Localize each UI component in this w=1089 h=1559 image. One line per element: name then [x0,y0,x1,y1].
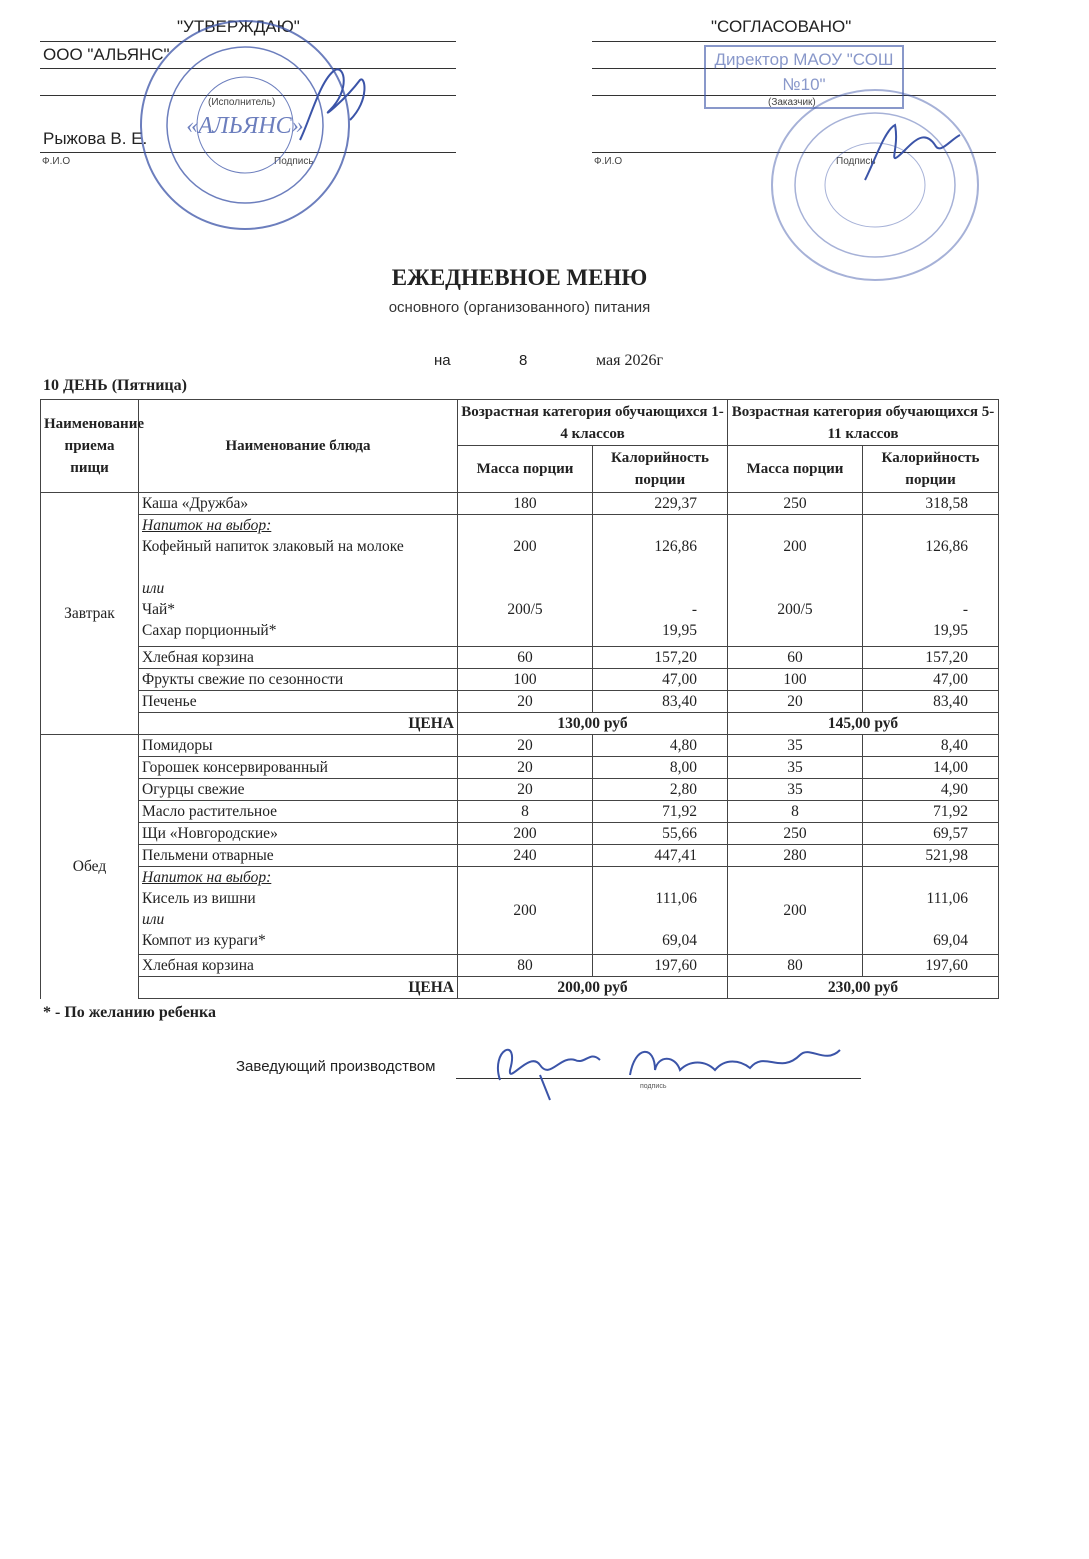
date-prefix: на [434,352,451,369]
agree-line-1 [592,41,996,42]
dish-name: Масло растительное [139,801,458,823]
mass-2: 80 [728,955,863,977]
drink-cal-2: 111,06 69,04 [863,867,999,955]
cal-2: 4,90 [863,779,999,801]
approve-role: (Исполнитель) [208,97,276,108]
mass-1: 200 [458,823,593,845]
dish-name: Щи «Новгородские» [139,823,458,845]
drink-option: Компот из кураги* [142,932,266,949]
cal-2: 14,00 [863,757,999,779]
agree-title: "СОГЛАСОВАНО" [711,17,852,36]
mass-1: 20 [458,757,593,779]
drink-choice-label: Напиток на выбор: [142,869,272,886]
cal-1: 71,92 [593,801,728,823]
lunch-drink-cell [139,867,458,955]
drink-option: Чай* [142,601,175,618]
breakfast-price-2: 145,00 руб [728,713,999,735]
production-head-signature [480,1030,850,1105]
dish-name: Горошек консервированный [139,757,458,779]
cal-2: 83,40 [863,691,999,713]
dish-name: Хлебная корзина [139,955,458,977]
approve-title: "УТВЕРЖДАЮ" [177,17,300,36]
cal-1: 2,80 [593,779,728,801]
mass-1: 100 [458,669,593,691]
agree-sign-label: Подпись [836,156,876,167]
cal-2: 318,58 [863,493,999,515]
drink-cal-1: 126,86 - 19,95 [593,515,728,647]
group2-header: Возрастная категория обучающихся 5-11 классов [728,400,999,446]
cal-2: 71,92 [863,801,999,823]
signer-caption: подпись [640,1083,667,1090]
cal-1: 55,66 [593,823,728,845]
drink-mass-1: 200 [458,867,593,955]
price-label: ЦЕНА [139,713,458,735]
approve-sign-label: Подпись [274,156,314,167]
date-month-year: мая 2026г [596,352,664,369]
meal-lunch: Обед [41,735,139,999]
mass-2: 250 [728,823,863,845]
mass-2: 20 [728,691,863,713]
cal-2: 69,57 [863,823,999,845]
mass-1: 80 [458,955,593,977]
mass-1: 240 [458,845,593,867]
signer-label: Заведующий производством [236,1058,436,1075]
cal-1: 47,00 [593,669,728,691]
drink-cal-2: 126,86 - 19,95 [863,515,999,647]
meal-breakfast: Завтрак [41,493,139,735]
mass-2: 35 [728,757,863,779]
cal-1: 157,20 [593,647,728,669]
group1-header: Возрастная категория обучающихся 1-4 классов [458,400,728,446]
approve-fio-label: Ф.И.О [42,156,71,167]
cal-1: 447,41 [593,845,728,867]
page-subtitle: основного (организованного) питания [388,299,651,316]
mass-2: 60 [728,647,863,669]
day-label: 10 ДЕНЬ (Пятница) [43,377,187,394]
cal-1: 83,40 [593,691,728,713]
col-meal-header: Наименование приема пищи [41,400,139,493]
mass-2: 8 [728,801,863,823]
drink-mass-1: 200 200/5 [458,515,593,647]
dish-name: Печенье [139,691,458,713]
mass-2: 250 [728,493,863,515]
mass-1: 20 [458,779,593,801]
drink-option: Кофейный напиток злаковый на молоке [142,538,404,555]
date-day: 8 [519,352,528,369]
approve-name: Рыжова В. Е. [43,129,148,148]
drink-or: или [142,911,165,928]
cal-1: 229,37 [593,493,728,515]
dish-name: Каша «Дружба» [139,493,458,515]
mass-1: 180 [458,493,593,515]
cal-2: 8,40 [863,735,999,757]
mass-1: 20 [458,735,593,757]
dish-name: Пельмени отварные [139,845,458,867]
lunch-price-1: 200,00 руб [458,977,728,999]
cal-1: 197,60 [593,955,728,977]
cal-2: 197,60 [863,955,999,977]
drink-mass-2: 200 200/5 [728,515,863,647]
approve-org: ООО "АЛЬЯНС" [43,45,170,64]
dish-name: Огурцы свежие [139,779,458,801]
executor-signature [290,60,380,150]
price-label: ЦЕНА [139,977,458,999]
lunch-price-2: 230,00 руб [728,977,999,999]
mass-1: 8 [458,801,593,823]
dish-name: Фрукты свежие по сезонности [139,669,458,691]
agree-role: (Заказчик) [768,97,816,108]
mass-2: 35 [728,735,863,757]
breakfast-price-1: 130,00 руб [458,713,728,735]
drink-or: или [142,580,165,597]
drink-choice-label: Напиток на выбор: [142,517,272,534]
drink-option: Кисель из вишни [142,890,256,907]
cal-1: 4,80 [593,735,728,757]
drink-option: Сахар порционный* [142,622,277,639]
mass-2: 100 [728,669,863,691]
drink-mass-2: 200 [728,867,863,955]
customer-signature [855,110,965,190]
dish-name: Помидоры [139,735,458,757]
cal-header-1: Калорийность порции [593,446,728,493]
menu-table [40,399,999,999]
cal-2: 47,00 [863,669,999,691]
footnote: * - По желанию ребенка [43,1004,216,1021]
director-stamp: Директор МАОУ "СОШ №10" [704,45,904,109]
dish-name: Хлебная корзина [139,647,458,669]
mass-header-1: Масса порции [458,446,593,493]
mass-header-2: Масса порции [728,446,863,493]
mass-2: 35 [728,779,863,801]
cal-2: 521,98 [863,845,999,867]
col-dish-header: Наименование блюда [139,400,458,493]
mass-2: 280 [728,845,863,867]
stamp-center-text: «АЛЬЯНС» [186,113,304,139]
cal-header-2: Калорийность порции [863,446,999,493]
breakfast-drink-cell [139,515,458,647]
mass-1: 60 [458,647,593,669]
drink-cal-1: 111,06 69,04 [593,867,728,955]
agree-fio-label: Ф.И.О [594,156,623,167]
cal-2: 157,20 [863,647,999,669]
cal-1: 8,00 [593,757,728,779]
page-title: ЕЖЕДНЕВНОЕ МЕНЮ [391,265,648,290]
mass-1: 20 [458,691,593,713]
